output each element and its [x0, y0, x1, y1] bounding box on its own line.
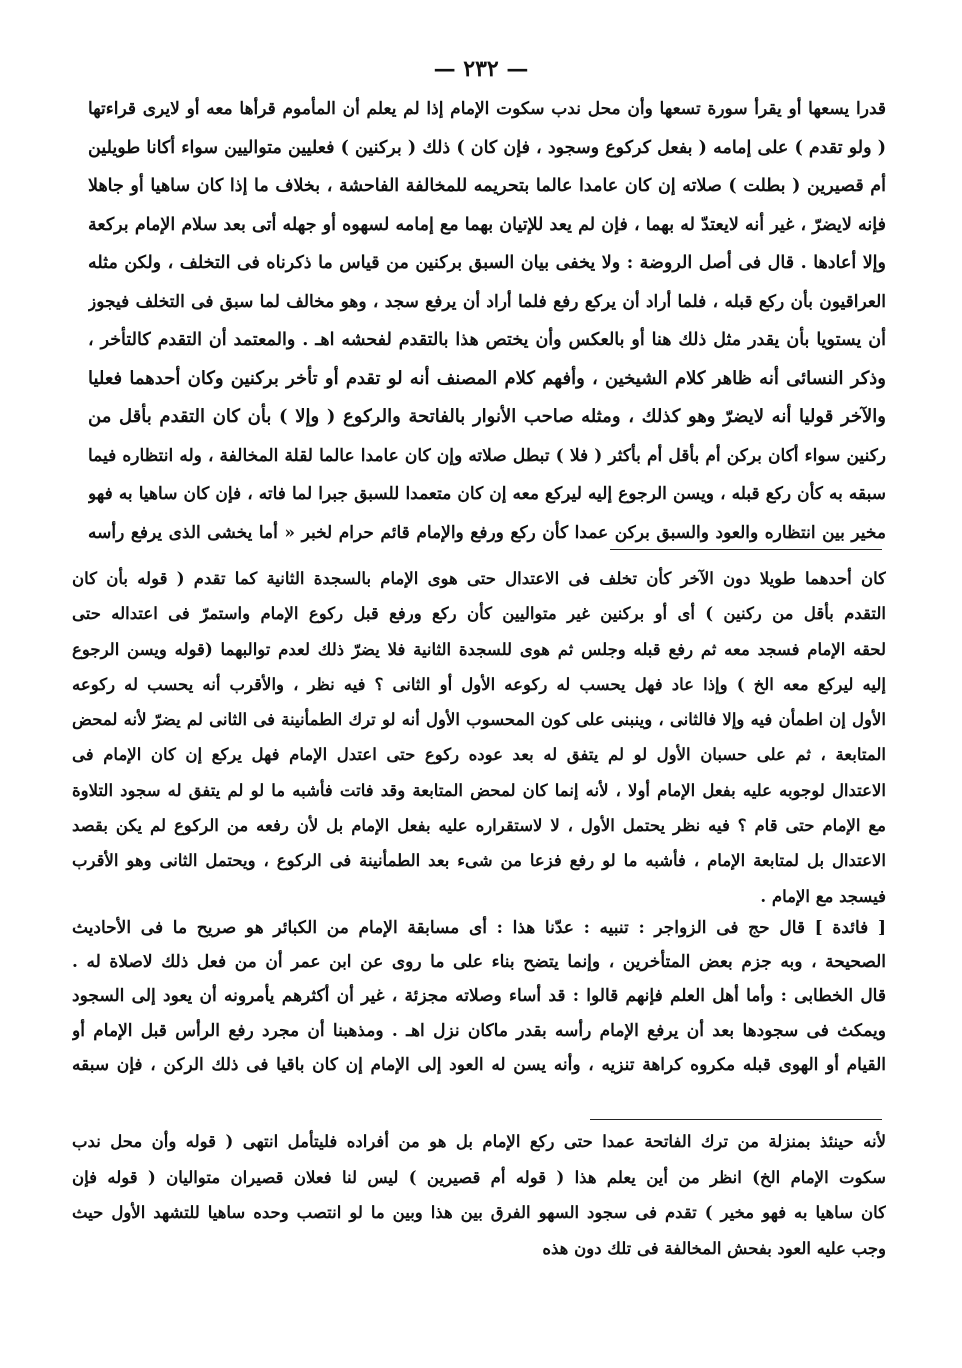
footnote-line: مع الإمام حتى قام ؟ فيه نظر يحتمل الأول ، لا لاستقراره عليه بفعل الإمام بل لأن رفعه من الركوع لم يكن بقصد — [72, 816, 886, 836]
footnote-line: كان أحدهما طويلا دون الآخر كأن تخلف فى الاعتدال حتى هوى الإمام بالسجدة الثانية كما تقدم ( قوله بأن كان — [72, 569, 886, 588]
notice-line: ويمكث فى سجودها بعد أن يرفع الإمام رأسه بقدر ماكان نزل اهـ . ومذهبنا أن مجرد رفع الرأس قبل الإمام أو — [72, 1020, 886, 1041]
main-text-line: قدرا يسعها أو يقرأ سورة تسعها وأن محل ندب سكوت الإمام إذا لم يعلم أن المأموم قرأها معه أو لايرى قراءتها — [88, 99, 886, 119]
footnote-line: لأنه حينئذ بمنزلة من ترك الفاتحة عمدا حتى ركع الإمام بل هو من أفراده فليتأمل انتهى ( قوله وأن محل ندب — [72, 1132, 886, 1151]
notice-line: الصحيحة ، وبه جزم بعض المتأخرين ، وإنما يتضح بناء على ما روى عن ابن عمر أن من فعل ذلك لاصلاة له . — [72, 952, 886, 973]
footnote-line: كان ساهيا به فهو مخير ) تقدم فى سجود السهو الفرق بين هذا وبين ما لو انتصب وحده ساهيا للتشهد الأول حيث — [72, 1203, 886, 1222]
main-text-line: أم قصيرين ( بطلت ) صلاته إن كان عامدا عالما بتحريمه للمخالفة الفاحشة ، بخلاف ما إذا كان ساهيا أو جاهلا — [88, 176, 886, 196]
main-text-line: وذكر النسائى أنه ظاهر كلام الشيخين ، وأفهم كلام المصنف أنه لو تقدم أو تأخر بركنين وكان أحدهما فعليا — [88, 367, 886, 389]
footnote-line: الاعتدال لوجوبه عليه بفعل الإمام أولا ، لأنه إنما كان لمحض المتابعة وقد فاتت فأشبه ما لو لم يتفق له سجود التلاوة — [72, 780, 886, 800]
footnote-separator — [610, 549, 882, 550]
notice-line: [ فائدة ] قال حج فى الزواجر : تنبيه : عدّنا هذا : أى مسابقة الإمام من الكبائر هو صريح ما فى الأحاديث — [72, 918, 886, 938]
footnote-line: التقدم بأقل من ركنين ) أى أو بركنين غير متواليين كأن ركع ورفع قبل ركوع الإمام واستمرّ فى اعتداله حتى — [72, 604, 886, 624]
footnote-line: سكوت الإمام الخ) انظر من أين يعلم هذا ( قوله أم قصيرين ) ليس لنا فعلان قصيران متواليان ( قوله فإن — [72, 1167, 886, 1187]
footnote-block-1 — [72, 561, 886, 914]
main-text-line: سبقه به كأن ركع قبله ، ويسن الرجوع إليه ليركع معه إن كان متعمدا للسبق جبرا لما فاته ، فإن كان ساهيا به فهو — [88, 484, 886, 504]
footnote-line: المتابعة ، ثم على حسبان الأول لو لم يتفق له بعد عوده ركوع حتى اعتدل الإمام فهل يركع إن كان الإمام فى — [72, 745, 886, 765]
footnote-block-2 — [72, 1124, 886, 1266]
benefit-notice-block — [72, 911, 886, 1082]
footnote-line: فيسجد مع الإمام . — [760, 886, 886, 906]
footnote-separator — [590, 1119, 882, 1120]
main-text-line: أن يستويا بأن يقدر مثل ذلك هنا أو بالعكس وأن يختص هذا بالتقدم لفحشه اهـ . والمعتمد أن التقدم كالتأخر ، — [88, 330, 886, 350]
footnote-line: الاعتدال بل لمتابعة الإمام ، فأشبه ما لو رفع فزعا من شىء بعد الطمأنينة فى الركوع ، ويحتمل الثانى وهو الأقرب — [72, 851, 886, 871]
main-text-line: ( ولو تقدم ) على إمامه ( بفعل كركوع وسجود ، فإن كان ) ذلك ( بركنين ) فعليين متواليين سواء أكانا طويلين — [88, 137, 886, 158]
main-text-line: ركنين سواء أكان بركن أم بأقل أم بأكثر ( فلا ) تبطل صلاته وإن كان عامدا عالما لقلة المخالفة ، وله انتظاره فيما — [88, 445, 886, 466]
main-text-line: العراقيون بأن ركع قبله ، فلما أراد أن يركع رفع فلما أراد أن يرفع سجد ، وهو مخالف لما سبق فى التخلف فيجوز — [88, 291, 886, 312]
footnote-line: لحقه الإمام فسجد معه ثم رفع قبله وجلس ثم هوى للسجدة الثانية فلا يضرّ ذلك لعدم توالبهما (قوله ويسن الرجوع — [72, 639, 886, 659]
page-number: — ٢٣٢ — — [433, 56, 529, 82]
main-text-line: والآخر قوليا أنه لايضرّ وهو كذلك ، ومثله صاحب الأنوار بالفاتحة والركوع ( وإلا ) بأن كان التقدم بأقل من — [88, 406, 886, 427]
footnote-line: إليه ليركع معه الخ ) وإذا عاد فهل يحسب له ركوعه الأول أو الثانى ؟ فيه نظر ، والأقرب أنه يحسب له ركوعه — [72, 674, 886, 694]
footnote-line: الأول إن اطمأن فيه وإلا فالثانى ، وينبنى على كون المحسوب الأول أنه لو ترك الطمأنينة فى الثانى لم يضرّ لأنه لمحض — [72, 710, 886, 730]
notice-line: قال الخطابى : وأما أهل العلم فإنهم قالوا : قد أساء وصلاته مجزئة ، غير أن أكثرهم يأمرونه أن يعود إلى السجود — [72, 986, 886, 1007]
main-text-line: وإلا أعادها . قال فى أصل الروضة : ولا يخفى بيان السبق بركنين من قياس ما ذكرناه فى التخلف ، ولكن مثله — [88, 253, 886, 273]
main-text-line: فإنه لايضرّ ، غير أنه لايعتدّ له بهما ، فإن لم يعد للإتيان بهما مع إمامه لسهوه أو جهله أتى بعد سلام الإمام بركعة — [88, 214, 886, 235]
notice-line: القيام أو الهوى قبله مكروه كراهة تنزيه ، وأنه يسن له العود إلى الإمام إن كان باقيا فى ذلك الركن ، فإن سبقه — [72, 1054, 886, 1075]
main-text-line: مخير بين انتظاره والعود والسبق بركن عمدا كأن ركع ورفع والإمام قائم حرام لخبر « أما يخشى الذى يرفع رأسه — [88, 522, 886, 543]
main-text-block — [88, 90, 886, 552]
footnote-line: وجب عليه العود بفحش المخالفة فى تلك دون هذه — [542, 1238, 886, 1258]
